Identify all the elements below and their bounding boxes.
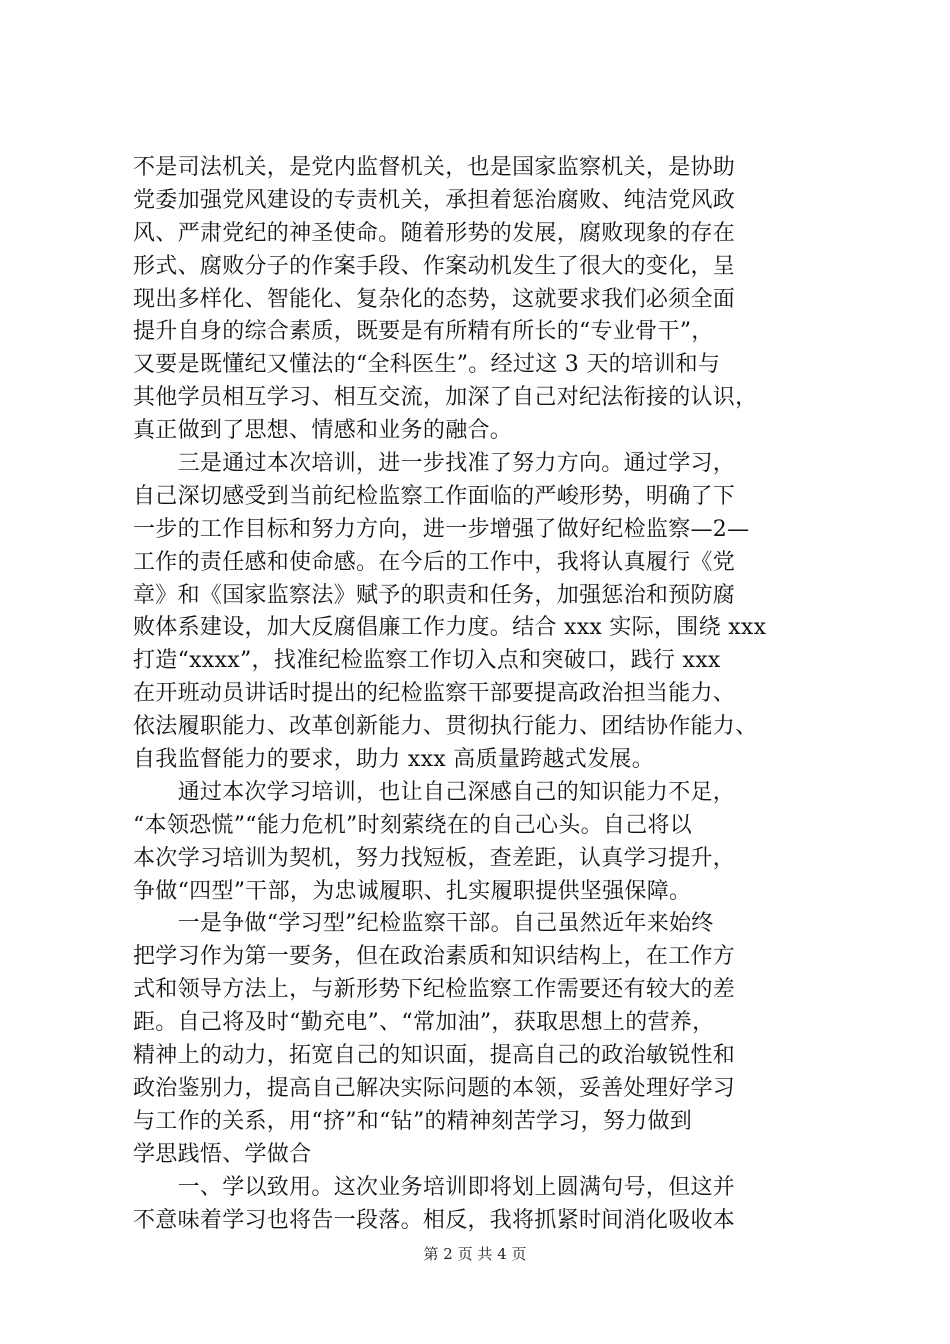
text-line: 现出多样化、智能化、复杂化的态势，这就要求我们必须全面 xyxy=(133,286,736,312)
text-line: 本次学习培训为契机，努力找短板，查差距，认真学习提升， xyxy=(133,845,736,871)
text-line: 把学习作为第一要务，但在政治素质和知识结构上，在工作方 xyxy=(133,944,736,970)
text-line: 不是司法机关，是党内监督机关，也是国家监察机关，是协助 xyxy=(133,155,736,180)
text-line: 距。自己将及时“勤充电”、“常加油”，获取思想上的营养， xyxy=(133,1010,715,1036)
text-line: 提升自身的综合素质，既要是有所精有所长的“专业骨干”， xyxy=(133,319,714,345)
text-line: 不意味着学习也将告一段落。相反，我将抓紧时间消化吸收本 xyxy=(133,1207,736,1233)
text-line: 自我监督能力的要求，助力 xxx 高质量跨越式发展。 xyxy=(133,747,655,773)
text-line: 通过本次学习培训，也让自己深感自己的知识能力不足， xyxy=(133,779,736,805)
text-line: 学思践悟、学做合 xyxy=(133,1141,312,1167)
text-line: 精神上的动力，拓宽自己的知识面，提高自己的政治敏锐性和 xyxy=(133,1043,736,1069)
text-line: 争做“四型”干部，为忠诚履职、扎实履职提供坚强保障。 xyxy=(133,878,692,904)
text-line: 风、严肃党纪的神圣使命。随着形势的发展，腐败现象的存在 xyxy=(133,220,736,246)
text-line: 在开班动员讲话时提出的纪检监察干部要提高政治担当能力、 xyxy=(133,681,736,707)
text-line: 章》和《国家监察法》赋予的职责和任务，加强惩治和预防腐 xyxy=(133,582,736,608)
text-line: 一步的工作目标和努力方向，进一步增强了做好纪检监察—2— xyxy=(133,516,750,542)
text-line: 打造“xxxx”，找准纪检监察工作切入点和突破口，践行 xxx xyxy=(133,648,721,674)
body-text xyxy=(133,152,833,1237)
text-line: 党委加强党风建设的专责机关，承担着惩治腐败、纯洁党风政 xyxy=(133,187,736,213)
text-line: 一、学以致用。这次业务培训即将划上圆满句号，但这并 xyxy=(133,1174,736,1200)
text-line: 败体系建设，加大反腐倡廉工作力度。结合 xxx 实际，围绕 xxx xyxy=(133,615,767,641)
text-line: 依法履职能力、改革创新能力、贯彻执行能力、团结协作能力、 xyxy=(133,714,758,740)
text-line: “本领恐慌”“能力危机”时刻萦绕在的自己心头。自己将以 xyxy=(133,812,693,838)
text-line: 一是争做“学习型”纪检监察干部。自己虽然近年来始终 xyxy=(133,911,714,937)
text-line: 又要是既懂纪又懂法的“全科医生”。经过这 3 天的培训和与 xyxy=(133,352,721,378)
text-line: 与工作的关系，用“挤”和“钻”的精神刻苦学习，努力做到 xyxy=(133,1108,693,1134)
text-line: 式和领导方法上，与新形势下纪检监察工作需要还有较大的差 xyxy=(133,977,736,1003)
text-line: 工作的责任感和使命感。在今后的工作中，我将认真履行《党 xyxy=(133,549,736,575)
text-line: 三是通过本次培训，进一步找准了努力方向。通过学习， xyxy=(133,451,736,477)
text-line: 政治鉴别力，提高自己解决实际问题的本领，妥善处理好学习 xyxy=(133,1075,736,1101)
text-line: 自己深切感受到当前纪检监察工作面临的严峻形势，明确了下 xyxy=(133,483,736,509)
text-line: 真正做到了思想、情感和业务的融合。 xyxy=(133,418,513,444)
text-line: 形式、腐败分子的作案手段、作案动机发生了很大的变化，呈 xyxy=(133,253,736,279)
text-line: 其他学员相互学习、相互交流，加深了自己对纪法衔接的认识， xyxy=(133,385,758,411)
page-footer: 第 2 页 共 4 页 xyxy=(423,1245,527,1263)
